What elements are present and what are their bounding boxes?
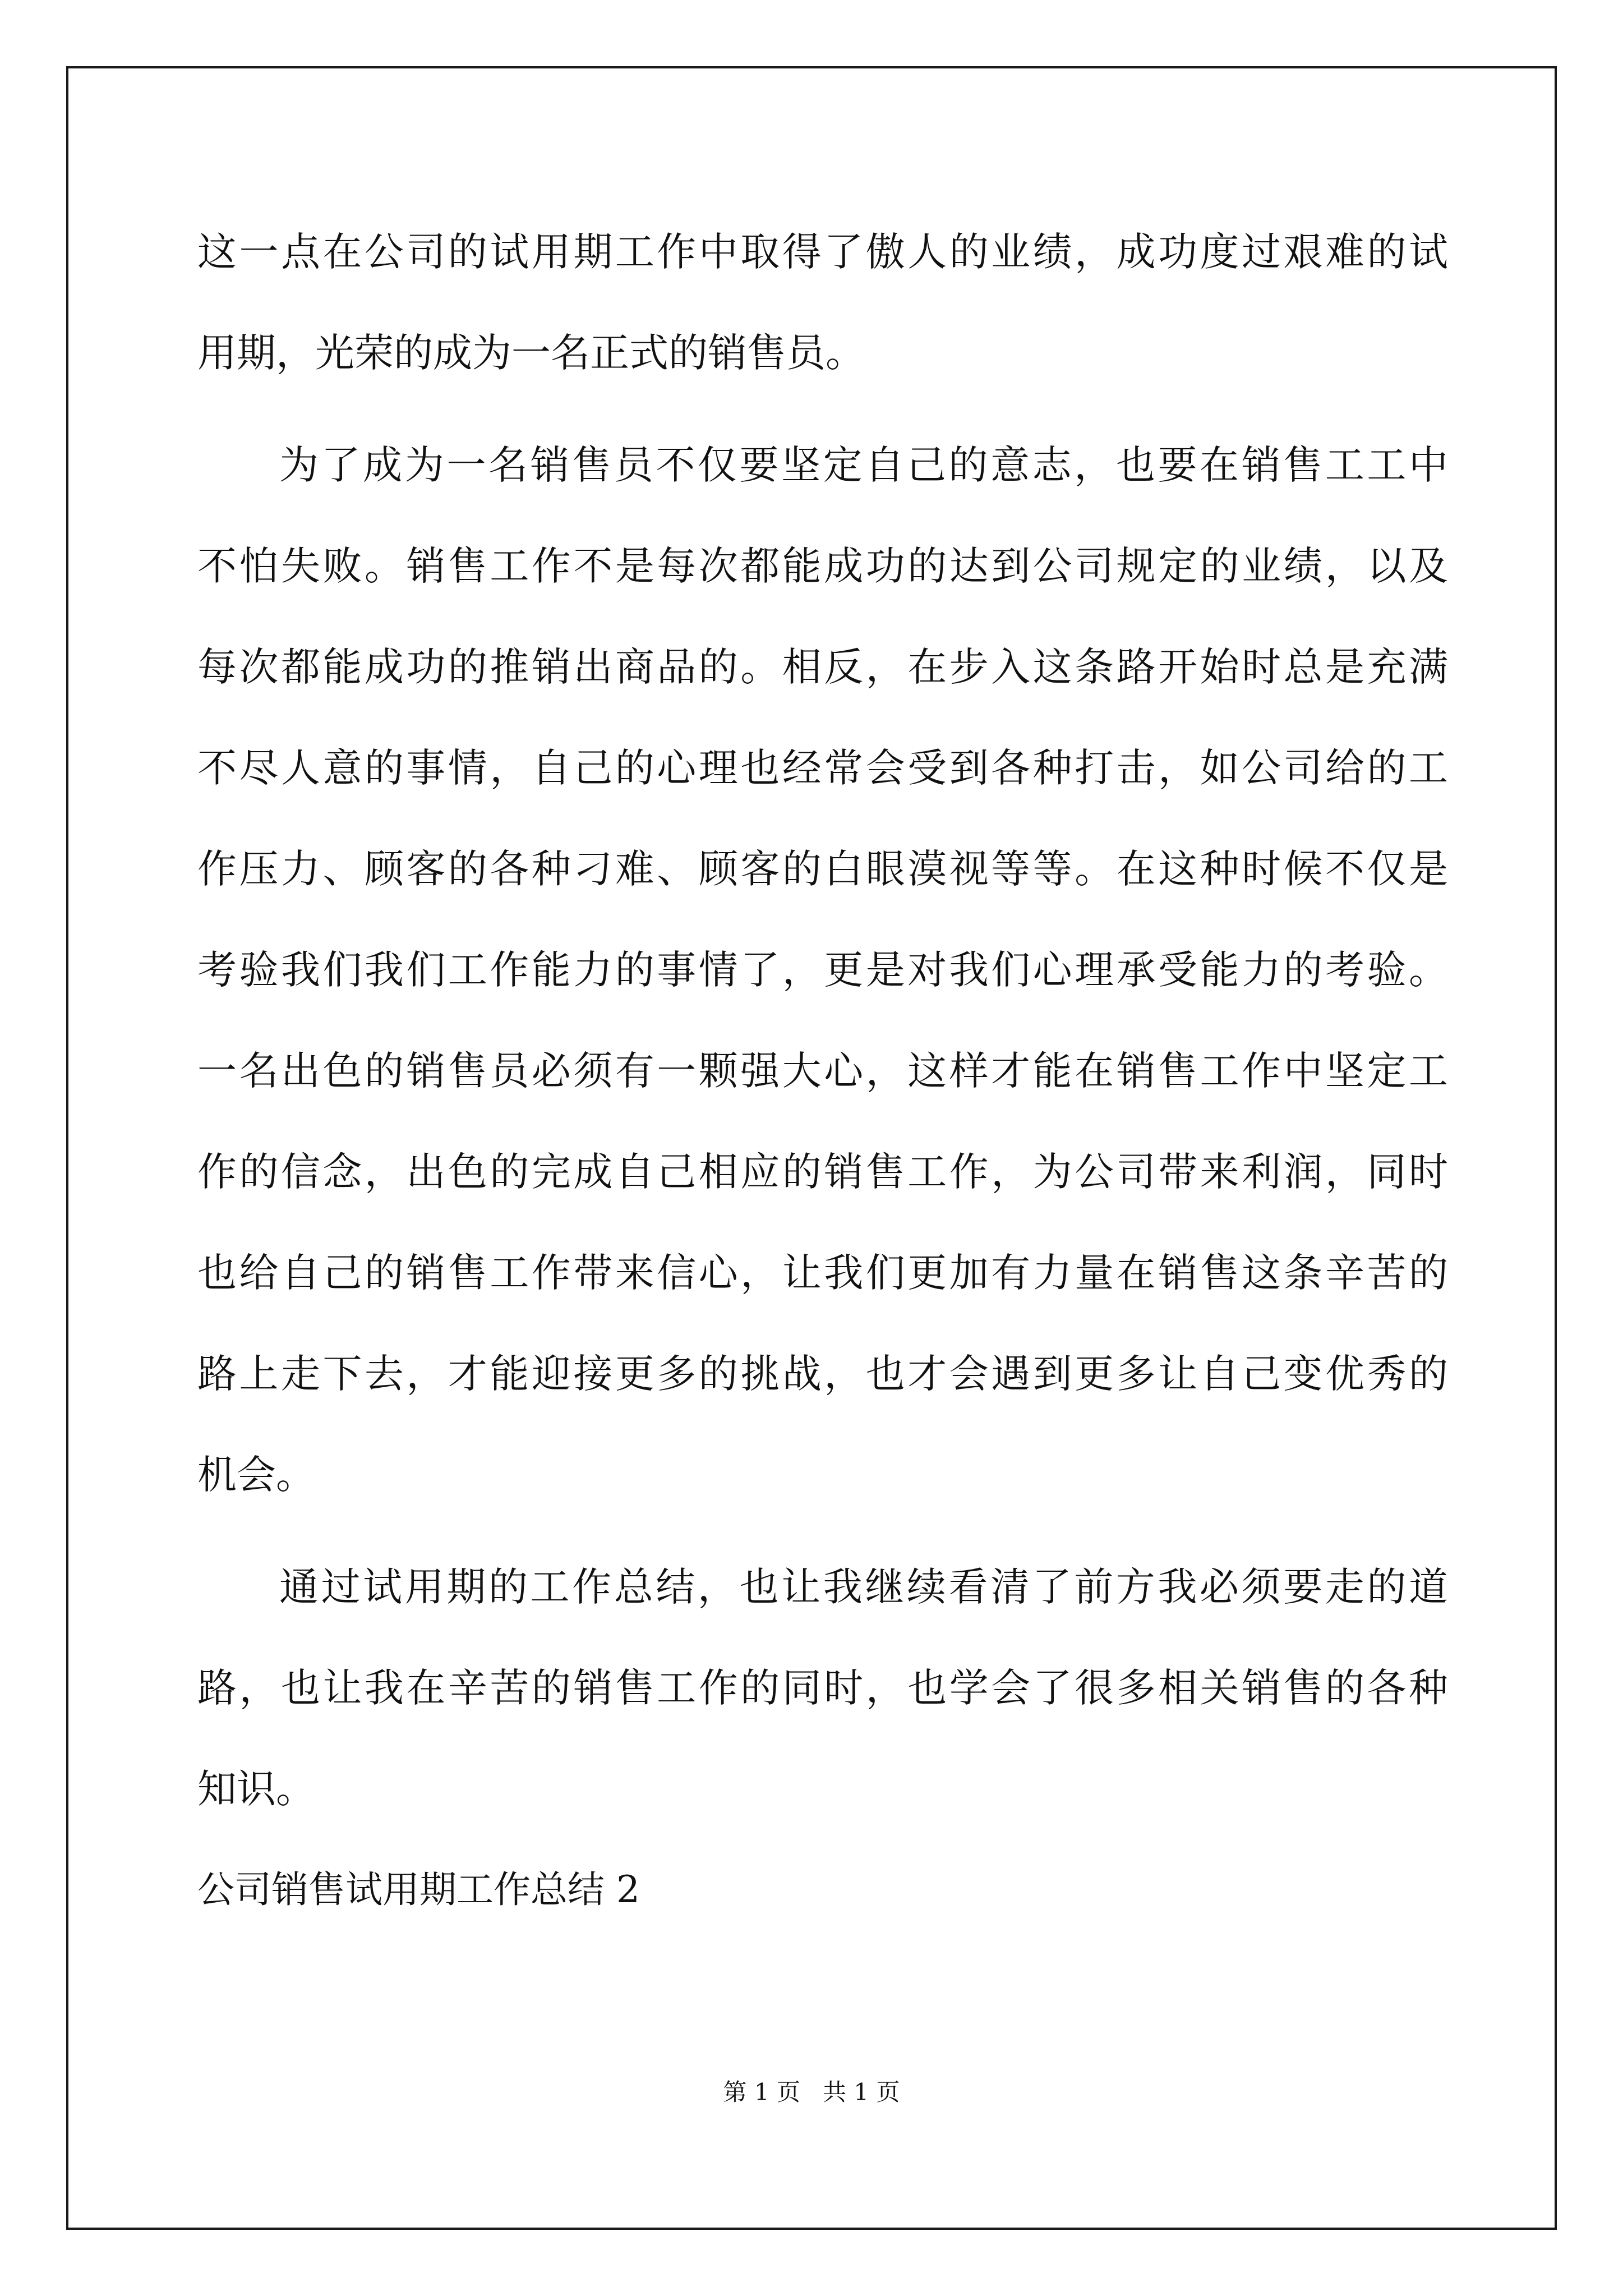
- paragraph-2-line-4: 不尽人意的事情，自己的心理也经常会受到各种打击，如公司给的工: [197, 745, 1448, 791]
- paragraph-1-line-2: 用期，光荣的成为一名正式的销售员。: [197, 330, 865, 376]
- paragraph-3-line-1: 通过试用期的工作总结，也让我继续看清了前方我必须要走的道: [279, 1564, 1448, 1610]
- paragraph-2-line-11: 机会。: [197, 1452, 315, 1498]
- paragraph-3-line-2: 路，也让我在辛苦的销售工作的同时，也学会了很多相关销售的各种: [197, 1665, 1448, 1711]
- paragraph-2-line-1: 为了成为一名销售员不仅要坚定自己的意志，也要在销售工工中: [279, 442, 1448, 488]
- paragraph-2-line-5: 作压力、顾客的各种刁难、顾客的白眼漠视等等。在这种时候不仅是: [197, 846, 1448, 892]
- section-heading: 公司销售试用期工作总结 2: [197, 1868, 640, 1911]
- page-number-footer: 第 1 页 共 1 页: [723, 2078, 900, 2106]
- paragraph-2-line-8: 作的信念，出色的完成自己相应的销售工作，为公司带来利润，同时: [197, 1149, 1448, 1195]
- paragraph-2-line-3: 每次都能成功的推销出商品的。相反，在步入这条路开始时总是充满: [197, 644, 1448, 690]
- paragraph-2-line-2: 不怕失败。销售工作不是每次都能成功的达到公司规定的业绩，以及: [197, 543, 1448, 589]
- paragraph-2-line-9: 也给自己的销售工作带来信心，让我们更加有力量在销售这条辛苦的: [197, 1250, 1448, 1296]
- paragraph-2-line-10: 路上走下去，才能迎接更多的挑战，也才会遇到更多让自己变优秀的: [197, 1351, 1448, 1397]
- paragraph-1-line-1: 这一点在公司的试用期工作中取得了傲人的业绩，成功度过艰难的试: [197, 229, 1448, 275]
- paragraph-2-line-7: 一名出色的销售员必须有一颗强大心，这样才能在销售工作中坚定工: [197, 1048, 1448, 1094]
- paragraph-2-line-6: 考验我们我们工作能力的事情了，更是对我们心理承受能力的考验。: [197, 947, 1448, 993]
- paragraph-3-line-3: 知识。: [197, 1766, 315, 1812]
